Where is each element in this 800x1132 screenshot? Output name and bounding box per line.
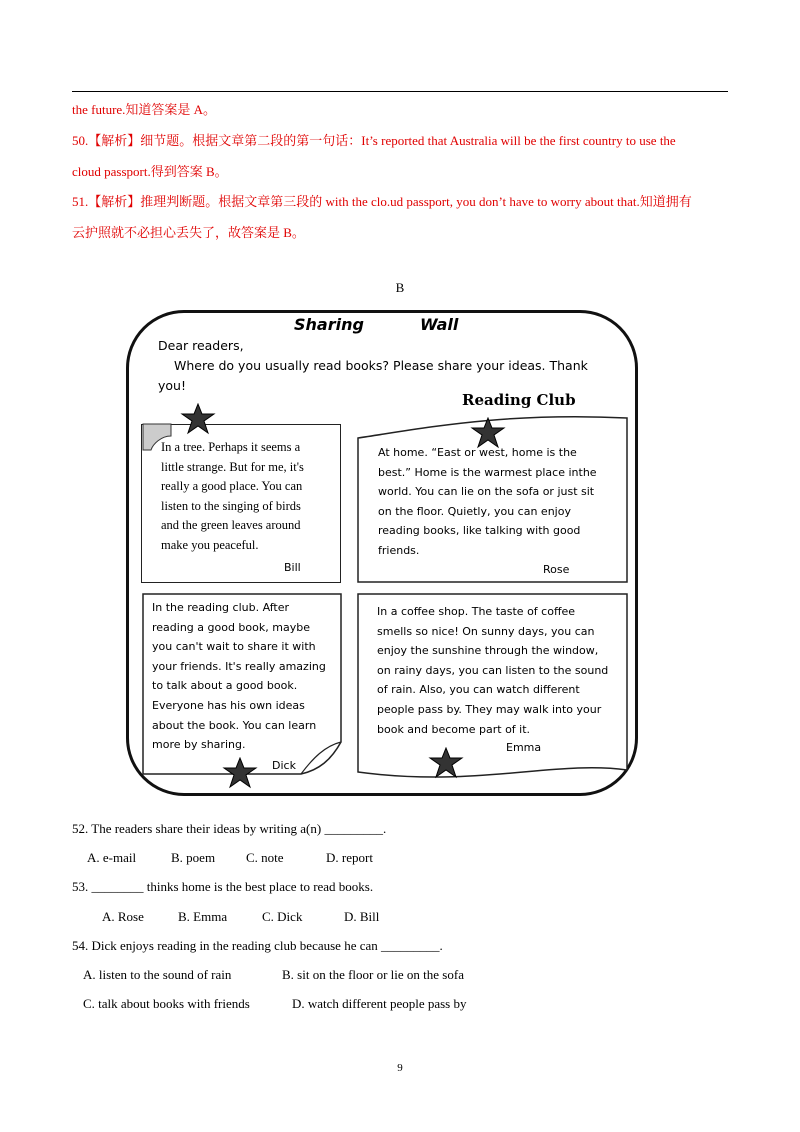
option: D. report <box>326 850 373 865</box>
post-text-bill <box>161 438 325 556</box>
post-line: people pass by. They may walk into your <box>377 702 602 716</box>
question-54: 54. Dick enjoys reading in the reading club because he can _________. <box>72 938 443 953</box>
analysis-q50-line1: 50.【解析】细节题。根据文章第二段的第一句话：It’s reported that Australia will be the first country to use the <box>72 133 676 148</box>
option: A. e-mail <box>87 850 137 865</box>
question-52: 52. The readers share their ideas by writing a(n) _________. <box>72 821 387 836</box>
post-line: friends. <box>378 543 420 557</box>
post-line: At home. “East or west, home is the <box>378 446 577 459</box>
option: B. sit on the floor or lie on the sofa <box>282 967 464 982</box>
post-line: In the reading club. After <box>152 601 290 614</box>
post-line: smells so nice! On sunny days, you can <box>377 624 595 638</box>
wall-prompt-line1: Where do you usually read books? Please share your ideas. Thank <box>174 358 588 373</box>
wall-title-left: Sharing <box>294 315 364 334</box>
post-line: In a tree. Perhaps it seems a <box>161 440 301 454</box>
post-line: reading a good book, maybe <box>152 620 310 634</box>
post-line: and the green leaves around <box>161 518 301 533</box>
option: D. watch different people pass by <box>292 996 467 1011</box>
option: C. Dick <box>262 909 303 924</box>
post-author-dick: Dick <box>272 759 296 772</box>
wall-greeting: Dear readers, <box>158 338 244 353</box>
star-icon <box>222 757 258 789</box>
analysis-q51-line1: 51.【解析】推理判断题。根据文章第三段的 with the clo.ud passport, you don’t have to worry about that.知道拥有 <box>72 194 692 209</box>
post-line: In a coffee shop. The taste of coffee <box>377 605 576 618</box>
post-line: about the book. You can learn <box>152 718 317 732</box>
post-line: book and become part of it. <box>377 722 531 736</box>
analysis-line: the future.知道答案是 A。 <box>72 102 217 117</box>
analysis-q50-line2: cloud passport.得到答案 B。 <box>72 164 228 179</box>
post-line: listen to the singing of birds <box>161 498 301 513</box>
post-line: world. You can lie on the sofa or just sit <box>378 485 595 499</box>
post-line: more by sharing. <box>152 738 246 752</box>
option: A. listen to the sound of rain <box>83 967 232 982</box>
post-line: of rain. Also, you can watch different <box>377 683 580 697</box>
post-line: on rainy days, you can listen to the sound <box>377 663 609 677</box>
post-line: you can't wait to share it with <box>152 640 316 654</box>
top-rule <box>72 91 728 92</box>
question-53: 53. ________ thinks home is the best place to read books. <box>72 879 374 894</box>
star-icon <box>180 403 216 435</box>
post-author-bill: Bill <box>284 561 301 574</box>
analysis-q51-line2: 云护照就不必担心丢失了，故答案是 B。 <box>72 225 305 240</box>
option: C. talk about books with friends <box>83 996 250 1011</box>
post-line: little strange. But for me, it's <box>161 459 304 474</box>
wall-title-right: Wall <box>420 315 459 334</box>
post-text-emma <box>377 602 611 739</box>
post-text-rose <box>378 443 612 561</box>
option: C. note <box>246 850 284 865</box>
post-author-rose: Rose <box>543 563 570 576</box>
post-line: best.” Home is the warmest place inthe <box>378 465 597 479</box>
reading-club-title: Reading Club <box>462 391 576 409</box>
post-line: really a good place. You can <box>161 479 303 494</box>
post-author-emma: Emma <box>506 741 542 754</box>
option: B. Emma <box>178 909 228 924</box>
post-line: enjoy the sunshine through the window, <box>377 644 599 658</box>
option: B. poem <box>171 850 216 865</box>
post-text-dick <box>152 598 330 755</box>
wall-prompt-line2: you! <box>158 378 186 393</box>
post-line: make you peaceful. <box>161 537 259 552</box>
section-label: B <box>395 280 405 295</box>
post-line: Everyone has his own ideas <box>152 698 305 712</box>
post-line: on the floor. Quietly, you can enjoy <box>378 504 571 518</box>
post-line: to talk about a good book. <box>152 679 298 693</box>
option: D. Bill <box>344 909 380 924</box>
page-number: 9 <box>397 1062 403 1074</box>
option: A. Rose <box>102 909 144 924</box>
post-line: your friends. It's really amazing <box>152 659 326 673</box>
star-icon <box>470 417 506 449</box>
post-line: reading books, like talking with good <box>378 524 581 538</box>
star-icon <box>428 747 464 779</box>
